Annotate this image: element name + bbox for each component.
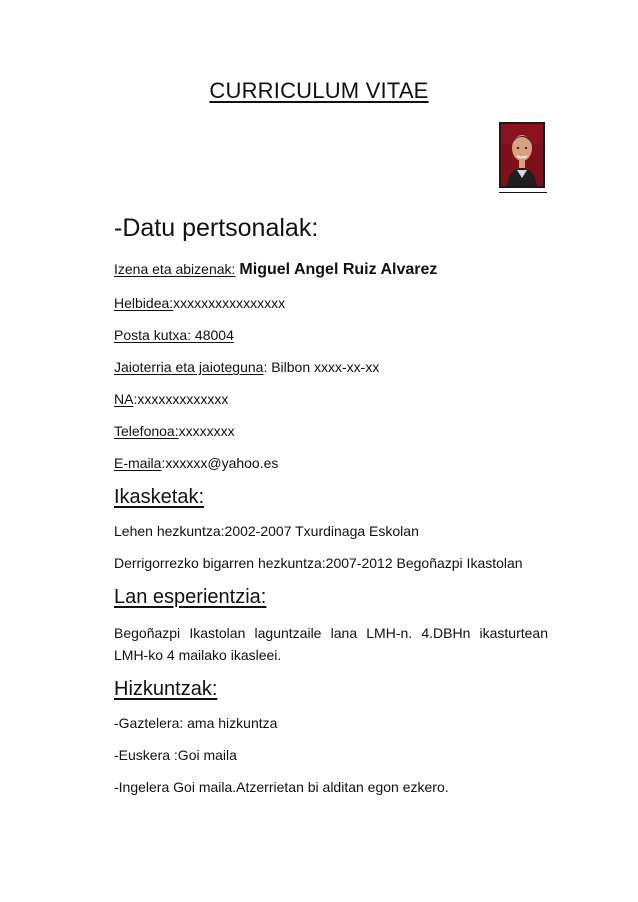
birth-value: : Bilbon xxxx-xx-xx	[263, 359, 380, 375]
section-heading-education: Ikasketak:	[114, 486, 205, 508]
phone-line	[114, 422, 235, 440]
email-value: :xxxxxx@yahoo.es	[161, 455, 279, 471]
id-label: NA	[114, 391, 134, 407]
birth-line	[114, 358, 379, 376]
language-item: -Euskera :Goi maila	[114, 747, 237, 763]
id-value: :xxxxxxxxxxxxx	[133, 391, 229, 407]
phone-label: Telefonoa:	[114, 423, 179, 439]
birth-label: Jaioterria eta jaioteguna	[114, 359, 264, 375]
portrait-photo-icon	[499, 122, 545, 188]
education-item: Lehen hezkuntza:2002-2007 Txurdinaga Eskolan	[114, 523, 419, 539]
name-value: Miguel Angel Ruiz Alvarez	[239, 261, 438, 278]
address-value: xxxxxxxxxxxxxxxx	[173, 295, 286, 311]
address-label: Helbidea:	[114, 295, 174, 311]
id-line	[114, 390, 228, 408]
email-label: E-maila	[114, 455, 162, 471]
document-title: CURRICULUM VITAE	[209, 78, 429, 103]
section-heading-personal: -Datu pertsonalak:	[114, 214, 319, 242]
name-line	[114, 260, 437, 279]
section-heading-languages: Hizkuntzak:	[114, 678, 218, 700]
portrait-photo-graphic	[501, 124, 543, 186]
address-line	[114, 294, 285, 312]
name-label: Izena eta abizenak:	[114, 261, 236, 277]
language-item: -Ingelera Goi maila.Atzerrietan bi alditan egon ezkero.	[114, 779, 449, 795]
email-line	[114, 454, 278, 472]
language-item: -Gaztelera: ama hizkuntza	[114, 715, 278, 731]
section-heading-experience: Lan esperientzia:	[114, 586, 267, 608]
photo-underline	[499, 192, 547, 193]
education-item: Derrigorrezko bigarren hezkuntza:2007-2012 Begoñazpi Ikastolan	[114, 555, 523, 571]
experience-text: Begoñazpi Ikastolan laguntzaile lana LMH-n. 4.DBHn ikasturtean LMH-ko 4 mailako ikasleei.	[114, 625, 548, 663]
postal-label: Posta kutxa: 48004	[114, 327, 234, 343]
postal-line	[114, 326, 234, 344]
phone-value: xxxxxxxx	[178, 423, 235, 439]
